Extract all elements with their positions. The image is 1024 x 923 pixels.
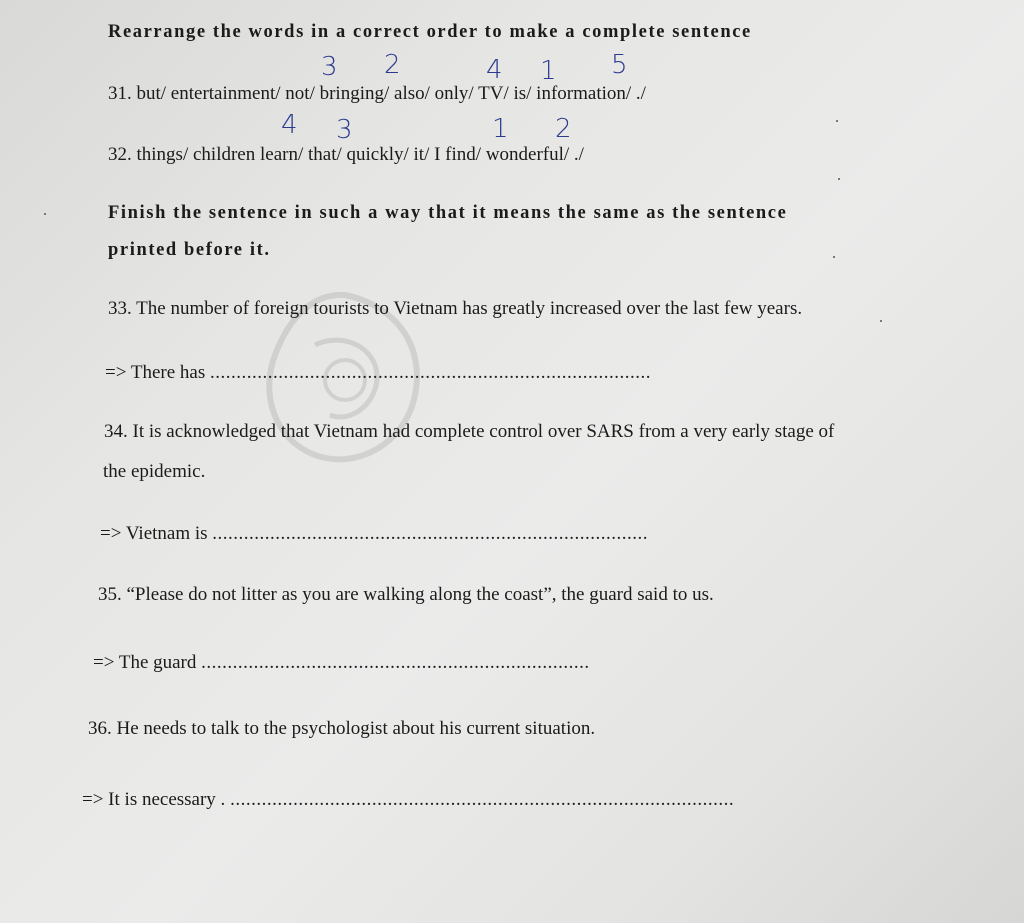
answer-33-line	[105, 362, 651, 384]
handwritten-mark: 2	[555, 114, 572, 144]
paper-speck	[836, 120, 838, 122]
answer-prefix: => Vietnam is	[100, 523, 208, 544]
question-34: 34. It is acknowledged that Vietnam had complete control over SARS from a very early stage of	[104, 421, 835, 442]
handwritten-mark: 4	[281, 110, 298, 140]
question-32: 32. things/ children learn/ that/ quickly/ it/ I find/ wonderful/ ./	[108, 144, 584, 165]
answer-35-line	[93, 652, 590, 674]
answer-36-line	[82, 789, 734, 811]
paper-speck	[44, 213, 46, 215]
answer-blank: ................................................................................................	[230, 789, 735, 810]
handwritten-mark: 5	[611, 50, 628, 80]
answer-blank: ...................................................................................	[212, 523, 649, 544]
handwritten-mark: 3	[336, 115, 353, 145]
question-36: 36. He needs to talk to the psychologist about his current situation.	[88, 718, 596, 739]
question-34-continued: the epidemic.	[103, 461, 206, 482]
answer-blank: ....................................................................................	[209, 362, 651, 383]
question-35: 35. “Please do not litter as you are walking along the coast”, the guard said to us.	[98, 584, 714, 605]
answer-prefix: => The guard	[93, 652, 197, 673]
answer-34-line	[100, 523, 648, 545]
handwritten-mark: 4	[486, 55, 503, 85]
section1-heading: Rearrange the words in a correct order to make a complete sentence	[108, 22, 752, 42]
handwritten-mark: 2	[384, 50, 401, 80]
question-31: 31. but/ entertainment/ not/ bringing/ also/ only/ TV/ is/ information/ ./	[108, 83, 646, 104]
section2-heading-continued: printed before it.	[108, 240, 271, 260]
paper-speck	[833, 256, 835, 258]
paper-speck	[838, 178, 840, 180]
handwritten-mark: 1	[492, 114, 509, 144]
question-33: 33. The number of foreign tourists to Vietnam has greatly increased over the last few years.	[108, 298, 803, 319]
handwritten-mark: 3	[321, 52, 338, 82]
answer-prefix: => There has	[105, 362, 206, 383]
answer-prefix: => It is necessary .	[82, 789, 226, 810]
paper-speck	[880, 320, 882, 322]
handwritten-mark: 1	[540, 56, 557, 86]
answer-blank: ..........................................................................	[201, 652, 590, 673]
section2-heading: Finish the sentence in such a way that it means the same as the sentence	[108, 203, 788, 223]
